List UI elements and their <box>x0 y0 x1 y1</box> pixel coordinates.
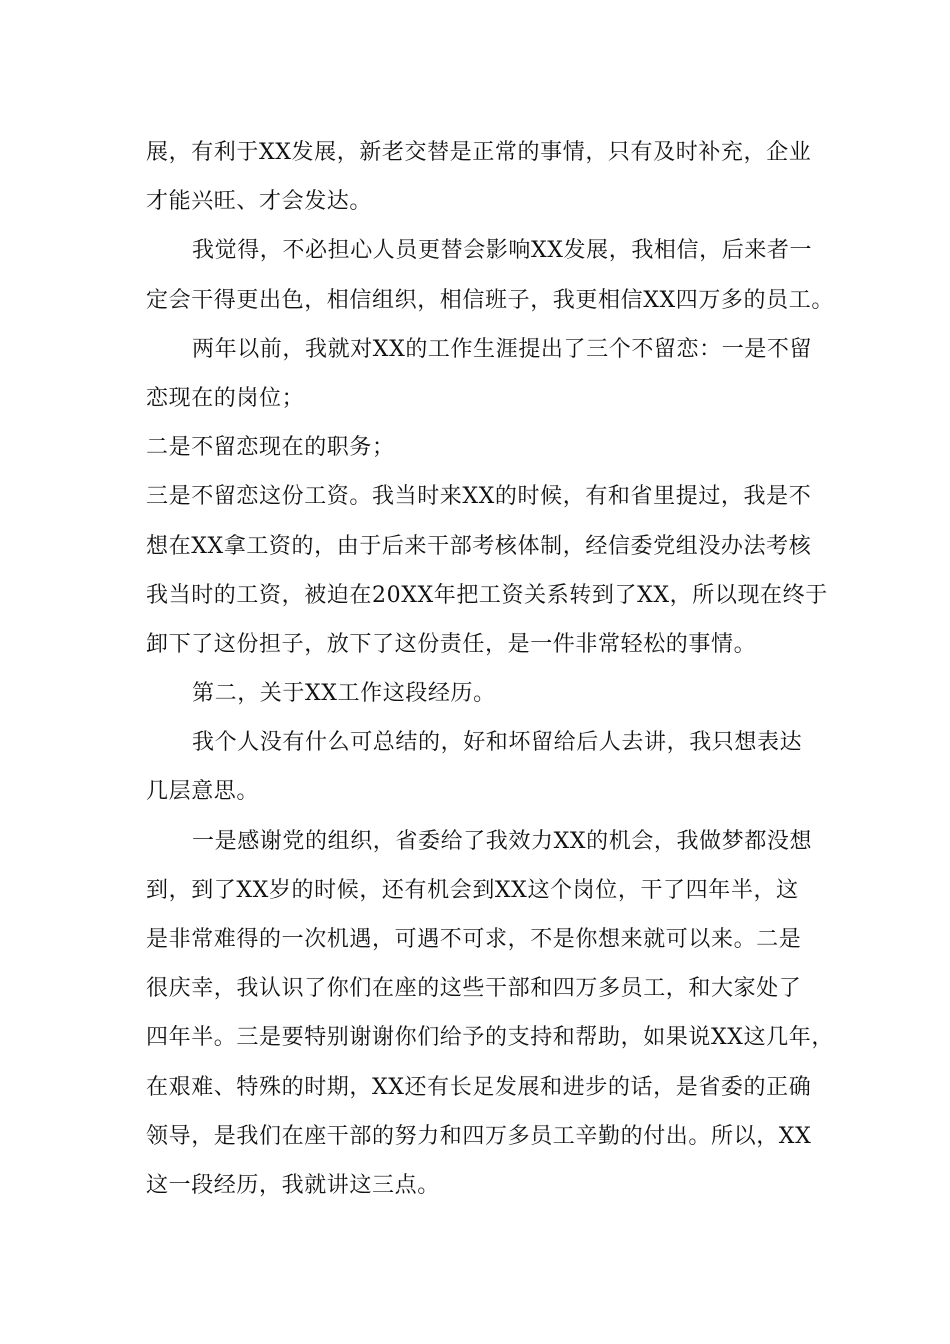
text-line: 领导，是我们在座干部的努力和四万多员工辛勤的付出。所以，XX <box>146 1123 812 1149</box>
text-line: 我当时的工资，被迫在20XX年把工资关系转到了XX，所以现在终于 <box>146 582 828 608</box>
text-line: 到，到了XX岁的时候，还有机会到XX这个岗位，干了四年半，这 <box>146 877 799 903</box>
text-line: 恋现在的岗位； <box>146 385 305 411</box>
text-line: 我觉得，不必担心人员更替会影响XX发展，我相信，后来者一 <box>192 238 813 264</box>
text-line: 几层意思。 <box>146 779 260 805</box>
text-line: 是非常难得的一次机遇，可遇不可求，不是你想来就可以来。二是 <box>146 927 802 952</box>
text-line: 四年半。三是要特别谢谢你们给予的支持和帮助，如果说XX这几年， <box>146 1025 834 1051</box>
text-line: 定会干得更出色，相信组织，相信班子，我更相信XX四万多的员工。 <box>146 287 834 313</box>
text-line: 一是感谢党的组织，省委给了我效力XX的机会，我做梦都没想 <box>192 828 813 854</box>
text-line: 我个人没有什么可总结的，好和坏留给后人去讲，我只想表达 <box>192 730 803 756</box>
text-line: 在艰难、特殊的时期，XX还有长足发展和进步的话，是省委的正确 <box>146 1074 812 1100</box>
text-line: 很庆幸，我认识了你们在座的这些干部和四万多员工，和大家处了 <box>146 976 802 1002</box>
text-line: 第二，关于XX工作这段经历。 <box>192 681 496 707</box>
text-line: 三是不留恋这份工资。我当时来XX的时候，有和省里提过，我是不 <box>146 484 812 510</box>
text-line: 这一段经历，我就讲这三点。 <box>146 1172 440 1198</box>
text-line: 展，有利于XX发展，新老交替是正常的事情，只有及时补充，企业 <box>146 140 812 165</box>
text-line: 想在XX拿工资的，由于后来干部考核体制，经信委党组没办法考核 <box>146 533 812 559</box>
text-line: 卸下了这份担子，放下了这份责任，是一件非常轻松的事情。 <box>146 631 757 657</box>
text-line: 二是不留恋现在的职务； <box>146 435 395 461</box>
text-line: 两年以前，我就对XX的工作生涯提出了三个不留恋：一是不留 <box>192 336 813 362</box>
text-line: 才能兴旺、才会发达。 <box>146 189 373 215</box>
body-text <box>146 128 834 1210</box>
